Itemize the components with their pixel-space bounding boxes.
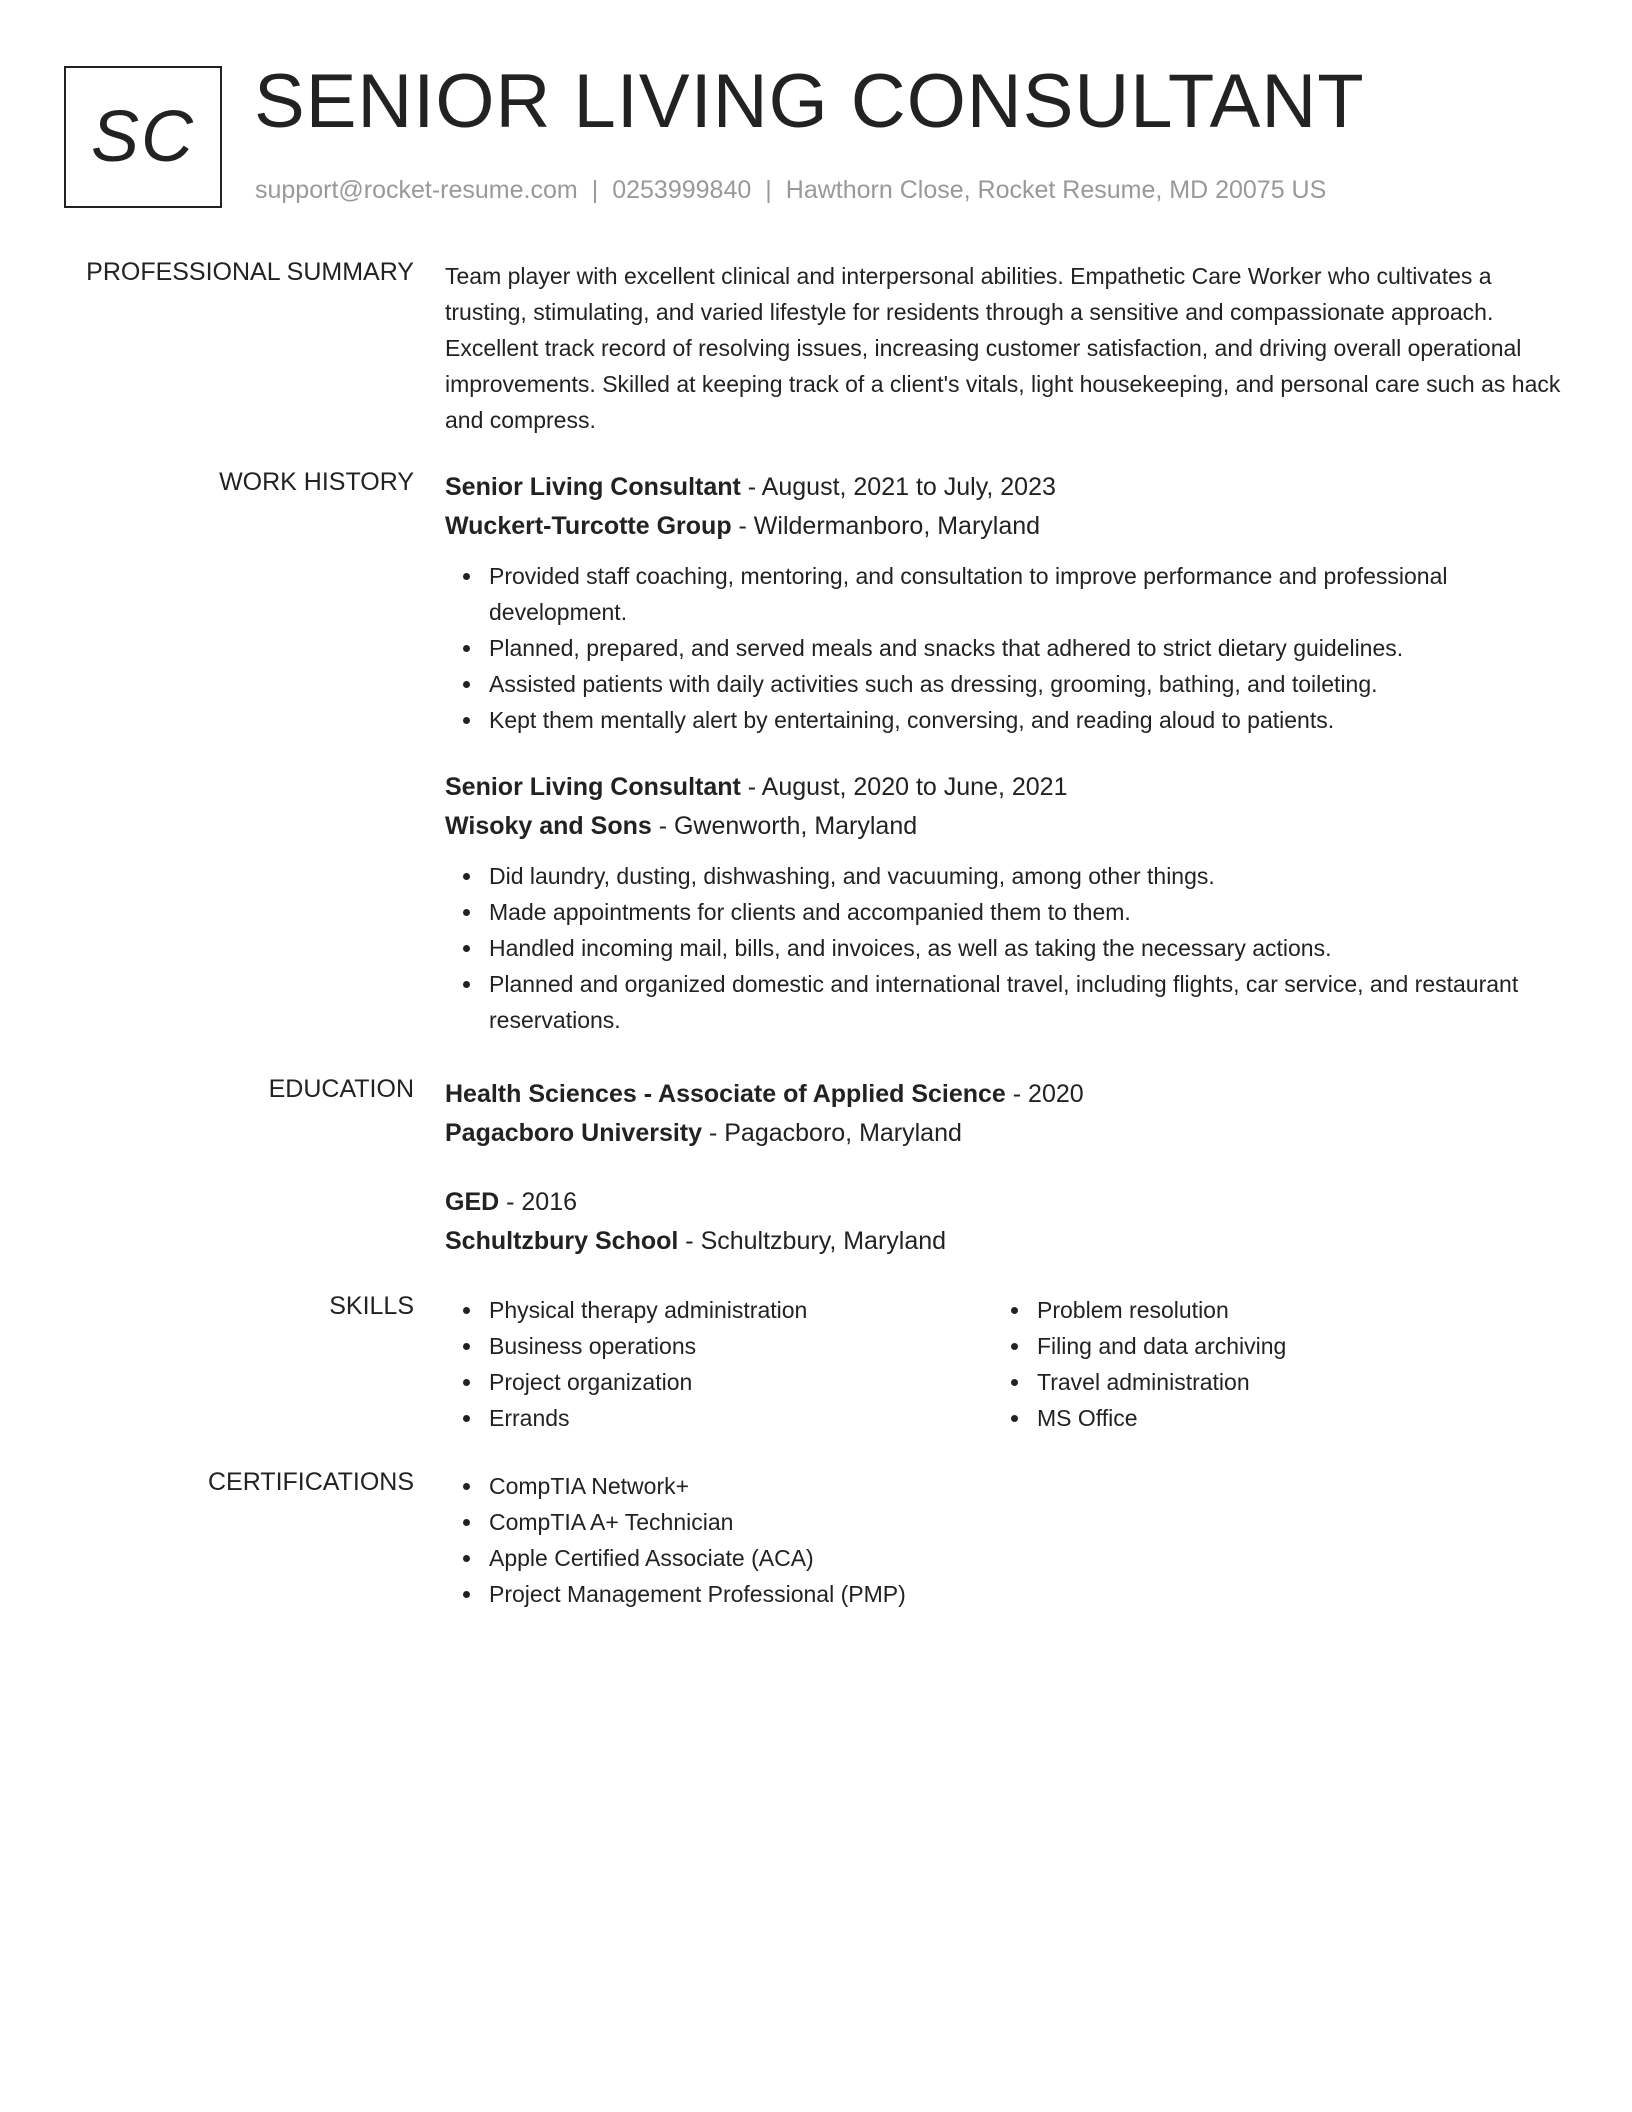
- school: Pagacboro University: [445, 1119, 703, 1147]
- job-entry: [445, 468, 1565, 738]
- job-bullets: [445, 858, 1565, 1038]
- contact-line: [255, 176, 1326, 205]
- list-item: Project Management Professional (PMP): [445, 1576, 1565, 1612]
- list-item: Planned, prepared, and served meals and snacks that adhered to strict dietary guidelines.: [445, 630, 1565, 666]
- list-item: Errands: [445, 1400, 993, 1436]
- contact-separator: |: [765, 176, 772, 204]
- list-item: Made appointments for clients and accompanied them to them.: [445, 894, 1565, 930]
- job-company-line: [445, 507, 1565, 546]
- list-item: CompTIA A+ Technician: [445, 1504, 1565, 1540]
- job-bullets: [445, 558, 1565, 738]
- job-location: - Gwenworth, Maryland: [651, 812, 918, 840]
- job-company-line: [445, 807, 1565, 846]
- job-location: - Wildermanboro, Maryland: [731, 512, 1041, 540]
- list-item: Kept them mentally alert by entertaining, conversing, and reading aloud to patients.: [445, 702, 1565, 738]
- work-history-body: [445, 468, 1565, 1038]
- contact-phone: 0253999840: [612, 176, 752, 204]
- skills-left-list: [445, 1292, 993, 1436]
- certifications-list: [445, 1468, 1565, 1612]
- section-title: EDUCATION: [268, 1075, 414, 1103]
- list-item: Filing and data archiving: [993, 1328, 1541, 1364]
- list-item: Did laundry, dusting, dishwashing, and vacuuming, among other things.: [445, 858, 1565, 894]
- list-item: Travel administration: [993, 1364, 1541, 1400]
- skills-right-list: [993, 1292, 1541, 1436]
- school-location: - Schultzbury, Maryland: [678, 1227, 947, 1255]
- school-line: [445, 1222, 1565, 1261]
- list-item: Problem resolution: [993, 1292, 1541, 1328]
- section-title: CERTIFICATIONS: [207, 1468, 414, 1496]
- list-item: Handled incoming mail, bills, and invoices, as well as taking the necessary actions.: [445, 930, 1565, 966]
- school-line: [445, 1114, 1565, 1153]
- list-item: Project organization: [445, 1364, 993, 1400]
- list-item: Provided staff coaching, mentoring, and consultation to improve performance and professional development.: [445, 558, 1565, 630]
- degree: GED: [445, 1188, 500, 1216]
- job-title-line: [445, 468, 1565, 507]
- summary-text: Team player with excellent clinical and interpersonal abilities. Empathetic Care Worker who cultivates a trusting, stimulating, and varied lifestyle for residents through a sensitive and compassionate approach. Excellent track record of resolving issues, increasing customer satisfaction, and driving overall operational improvements. Skilled at keeping track of a client's vitals, light housekeeping, and personal care such as hack and compress.: [445, 263, 1561, 433]
- list-item: CompTIA Network+: [445, 1468, 1565, 1504]
- skills-body: [445, 1292, 1565, 1436]
- section-title: PROFESSIONAL SUMMARY: [86, 258, 414, 286]
- job-dates: - August, 2020 to June, 2021: [740, 773, 1068, 801]
- certifications-body: [445, 1468, 1565, 1612]
- job-company: Wisoky and Sons: [445, 812, 652, 840]
- monogram-box: [64, 66, 222, 208]
- school-location: - Pagacboro, Maryland: [702, 1119, 962, 1147]
- contact-separator: |: [591, 176, 599, 204]
- degree-year: - 2020: [1005, 1080, 1084, 1108]
- job-entry: [445, 768, 1565, 1038]
- degree-line: [445, 1075, 1565, 1114]
- job-company: Wuckert-Turcotte Group: [445, 512, 732, 540]
- list-item: Business operations: [445, 1328, 993, 1364]
- degree-line: [445, 1183, 1565, 1222]
- job-role: Senior Living Consultant: [445, 773, 741, 801]
- education-body: [445, 1075, 1565, 1261]
- job-role: Senior Living Consultant: [445, 473, 741, 501]
- degree: Health Sciences - Associate of Applied Science: [445, 1080, 1006, 1108]
- contact-address: Hawthorn Close, Rocket Resume, MD 20075 US: [785, 176, 1327, 204]
- list-item: Apple Certified Associate (ACA): [445, 1540, 1565, 1576]
- monogram-initials: SC: [90, 97, 196, 177]
- education-entry: [445, 1075, 1565, 1153]
- job-dates: - August, 2021 to July, 2023: [740, 473, 1056, 501]
- list-item: Planned and organized domestic and international travel, including flights, car service, and restaurant reservations.: [445, 966, 1565, 1038]
- degree-year: - 2016: [499, 1188, 578, 1216]
- education-entry: [445, 1183, 1565, 1261]
- job-title-line: [445, 768, 1565, 807]
- resume-name: SENIOR LIVING CONSULTANT: [254, 59, 1365, 144]
- contact-email: support@rocket-resume.com: [255, 176, 578, 204]
- list-item: Physical therapy administration: [445, 1292, 993, 1328]
- school: Schultzbury School: [445, 1227, 679, 1255]
- list-item: MS Office: [993, 1400, 1541, 1436]
- list-item: Assisted patients with daily activities such as dressing, grooming, bathing, and toileting.: [445, 666, 1565, 702]
- section-title: SKILLS: [329, 1292, 414, 1320]
- section-title: WORK HISTORY: [219, 468, 414, 496]
